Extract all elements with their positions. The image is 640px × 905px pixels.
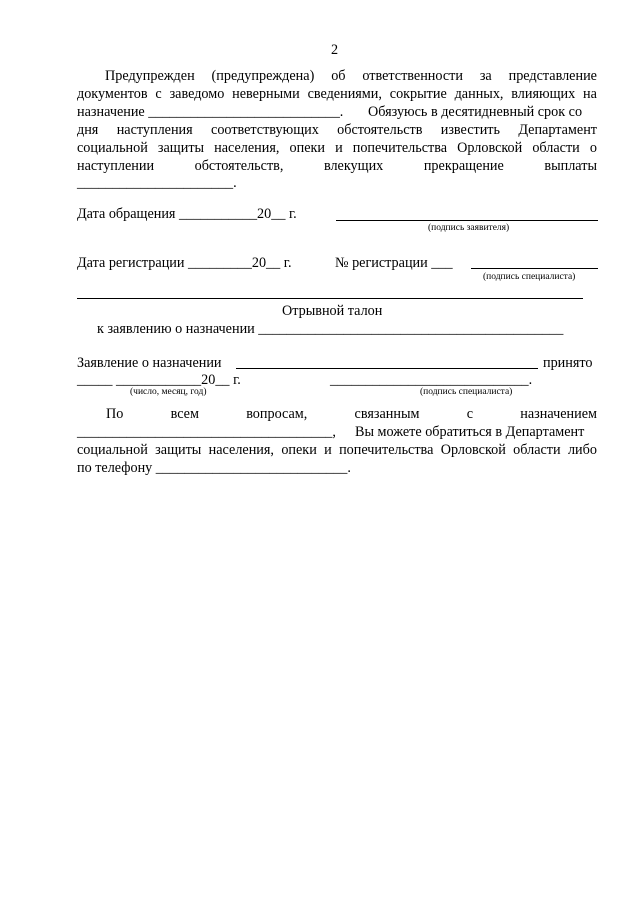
warning-line-6 [77, 157, 597, 175]
warning-line-4 [77, 121, 597, 139]
word: обстоятельств, [194, 158, 284, 174]
application-date-label: Дата обращения ___________20__ г. [77, 206, 297, 222]
word: наступлении [77, 158, 155, 174]
tear-off-subtitle: к заявлению о назначении ___________________________________________ [97, 321, 564, 337]
word: попечительства [339, 442, 434, 458]
warning-line-3-right: Обязуюсь в десятидневный срок со [368, 104, 583, 120]
word: и [324, 442, 332, 458]
word: и [335, 140, 343, 156]
word: о [589, 140, 597, 156]
contact-line-1 [106, 405, 597, 423]
word: известить [440, 122, 500, 138]
word: сведениями, [307, 86, 382, 102]
tear-off-line-1-left: Заявление о назначении [77, 355, 222, 371]
tear-off-signature-line: ____________________________. [330, 372, 533, 388]
contact-line-3 [77, 441, 597, 459]
word: области [532, 140, 580, 156]
word: сокрытие [389, 86, 447, 102]
tear-off-blank-line [236, 368, 538, 369]
word: ответственности [362, 68, 463, 84]
applicant-signature-caption: (подпись заявителя) [428, 223, 510, 233]
warning-line-2 [77, 85, 597, 103]
tear-off-date-caption: (число, месяц, год) [130, 387, 207, 397]
word: опеки [289, 140, 325, 156]
word: связанным [354, 406, 420, 422]
registration-date-label: Дата регистрации _________20__ г. [77, 255, 292, 271]
word: с [466, 406, 474, 422]
word: дня [77, 122, 99, 138]
applicant-signature-line [336, 220, 598, 221]
contact-line-2-right: Вы можете обратиться в Департамент [355, 424, 585, 440]
warning-line-5 [77, 139, 597, 157]
word: По [106, 406, 124, 422]
word: социальной [77, 442, 148, 458]
warning-line-1 [105, 67, 597, 85]
word: опеки [281, 442, 317, 458]
word: назначением [520, 406, 597, 422]
word: за [479, 68, 492, 84]
contact-line-2-left: ____________________________________, [77, 424, 336, 440]
word: влекущих [323, 158, 384, 174]
word: попечительства [352, 140, 448, 156]
specialist-signature-caption: (подпись специалиста) [483, 272, 576, 282]
word: вопросам, [246, 406, 308, 422]
word: Орловской [457, 140, 523, 156]
word: прекращение [423, 158, 504, 174]
warning-line-3-left: назначение ___________________________. [77, 104, 344, 120]
page-number: 2 [331, 42, 339, 58]
word: соответствующих [211, 122, 319, 138]
word: всем [170, 406, 199, 422]
warning-line-7: ______________________. [77, 175, 237, 191]
word: либо [567, 442, 597, 458]
specialist-signature-line [471, 268, 598, 269]
tear-off-signature-caption: (подпись специалиста) [420, 387, 513, 397]
word: социальной [77, 140, 148, 156]
word: обстоятельств [337, 122, 423, 138]
word: с [155, 86, 162, 102]
contact-line-4: по телефону ___________________________. [77, 460, 351, 476]
tear-off-cut-line [77, 298, 583, 299]
word: защиты [155, 442, 202, 458]
word: об [331, 68, 346, 84]
word: заведомо [169, 86, 225, 102]
word: (предупреждена) [211, 68, 315, 84]
word: выплаты [544, 158, 597, 174]
tear-off-line-1-right: принято [543, 355, 593, 371]
word: данных, [454, 86, 504, 102]
word: населения, [208, 442, 274, 458]
word: населения, [214, 140, 280, 156]
word: наступления [116, 122, 193, 138]
registration-number-label: № регистрации ___ [335, 255, 453, 271]
word: представление [508, 68, 597, 84]
word: Орловской [440, 442, 506, 458]
word: Департамент [518, 122, 597, 138]
word: области [513, 442, 561, 458]
word: документов [77, 86, 148, 102]
tear-off-date-line: _____ ____________20__ г. [77, 372, 241, 388]
tear-off-title: Отрывной талон [282, 303, 383, 319]
word: неверными [232, 86, 300, 102]
word: на [583, 86, 597, 102]
word: защиты [157, 140, 205, 156]
word: влияющих [511, 86, 576, 102]
word: Предупрежден [105, 68, 195, 84]
